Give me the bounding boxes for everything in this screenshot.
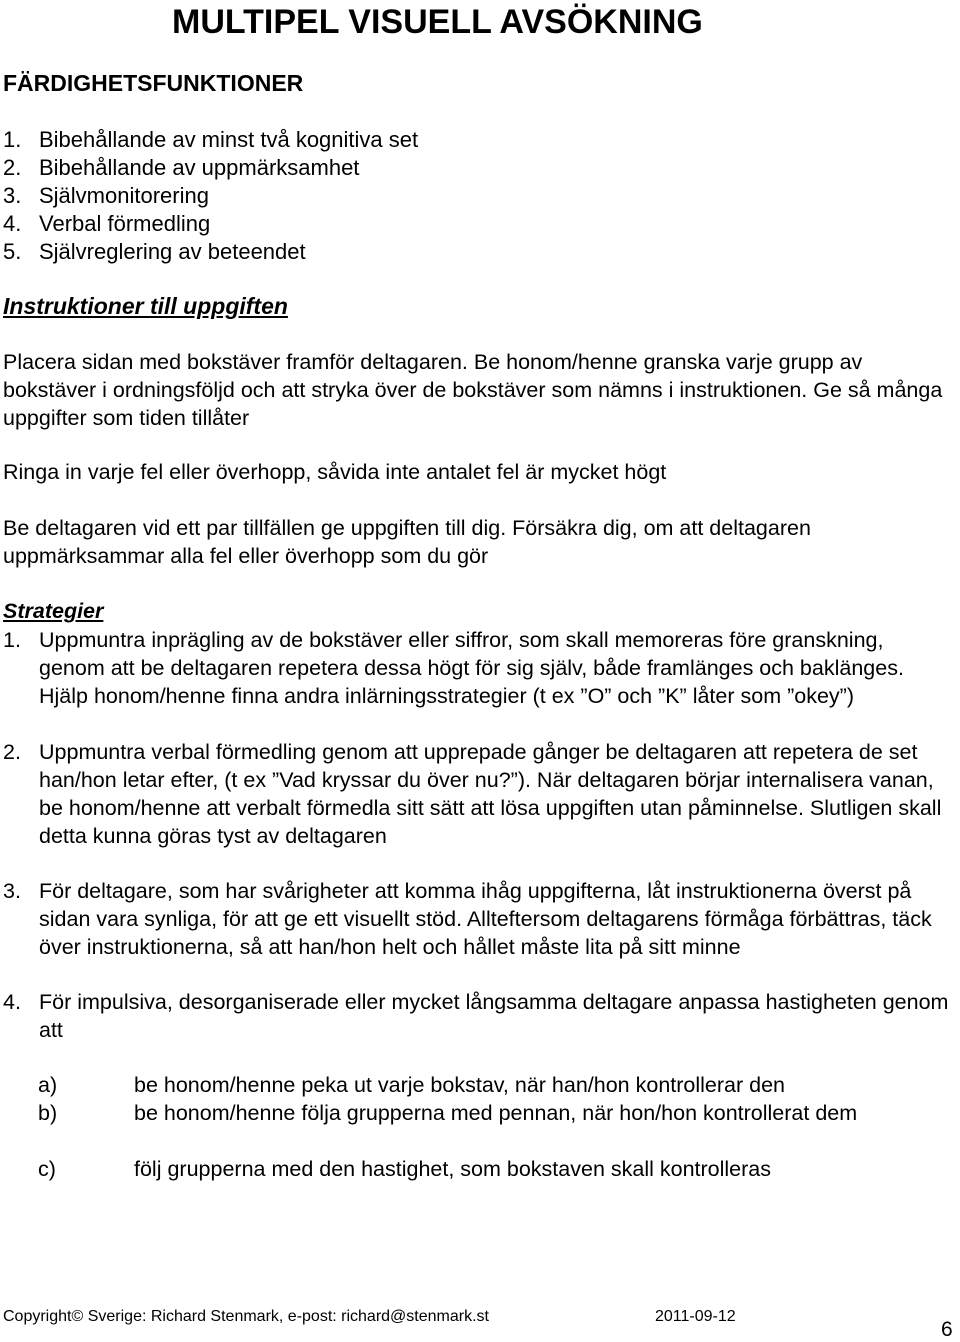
strategies-heading: Strategier	[3, 599, 104, 623]
strategy-subitem-a: a) be honom/henne peka ut varje bokstav, när han/hon kontrollerar den	[38, 1073, 786, 1097]
list-item: 5. Självreglering av beteendet	[3, 239, 306, 264]
strategy-subitem-c: c) följ grupperna med den hastighet, som bokstaven skall kontrolleras	[38, 1157, 771, 1181]
strategy-item-2: 2. Uppmuntra verbal förmedling genom att upprepade gånger be deltagaren att repetera de set han/hon letar efter, (t ex ”Vad kryssar du över nu?”). När deltagaren börjar internalisera vanan, be honom/henne att verbalt förmedla sitt sätt att lösa uppgiften utan påminnelse. Slutligen skall detta kunna göras tyst av deltagaren	[3, 740, 942, 848]
strategy-item-4: 4. För impulsiva, desorganiserade eller mycket långsamma deltagare anpassa hastigheten genom att	[3, 990, 949, 1042]
footer-copyright: Copyright© Sverige: Richard Stenmark, e-post: richard@stenmark.st	[3, 1308, 489, 1325]
footer-date: 2011-09-12	[655, 1308, 736, 1325]
instructions-paragraph-2: Ringa in varje fel eller överhopp, såvida inte antalet fel är mycket högt	[3, 460, 667, 484]
list-item: 2. Bibehållande av uppmärksamhet	[3, 155, 360, 180]
strategy-item-3: 3. För deltagare, som har svårigheter att komma ihåg uppgifterna, låt instruktionerna överst på sidan vara synliga, för att ge ett visuellt stöd. Allteftersom deltagarens förmåga förbättras, täck över instruktionerna, så att han/hon helt och hållet måste lita på sitt minne	[3, 879, 932, 959]
page-title: MULTIPEL VISUELL AVSÖKNING	[172, 3, 703, 41]
strategy-subitem-b: b) be honom/henne följa grupperna med pennan, när hon/hon kontrollerat dem	[38, 1101, 858, 1125]
instructions-paragraph-1: Placera sidan med bokstäver framför deltagaren. Be honom/henne granska varje grupp av bokstäver i ordningsföljd och att stryka över de bokstäver som nämns i instruktionen. Ge så många uppgifter som tiden tillåter	[3, 350, 943, 430]
page-number: 6	[941, 1318, 953, 1341]
strategy-item-1: 1. Uppmuntra inprägling av de bokstäver eller siffror, som skall memoreras före granskning, genom att be deltagaren repetera dessa högt för sig själv, både framlänges och baklänges. Hjälp honom/henne finna andra inlärningsstrategier (t ex ”O” och ”K” låter som ”okey”)	[3, 628, 904, 708]
skills-heading: FÄRDIGHETSFUNKTIONER	[3, 70, 304, 96]
instructions-paragraph-3: Be deltagaren vid ett par tillfällen ge uppgiften till dig. Försäkra dig, om att deltagaren uppmärksammar alla fel eller överhopp som du gör	[3, 516, 811, 568]
list-item: 4. Verbal förmedling	[3, 211, 211, 236]
list-item: 1. Bibehållande av minst två kognitiva set	[3, 127, 419, 152]
skills-list	[3, 126, 603, 266]
list-item: 3. Självmonitorering	[3, 183, 209, 208]
instructions-heading: Instruktioner till uppgiften	[3, 293, 288, 319]
